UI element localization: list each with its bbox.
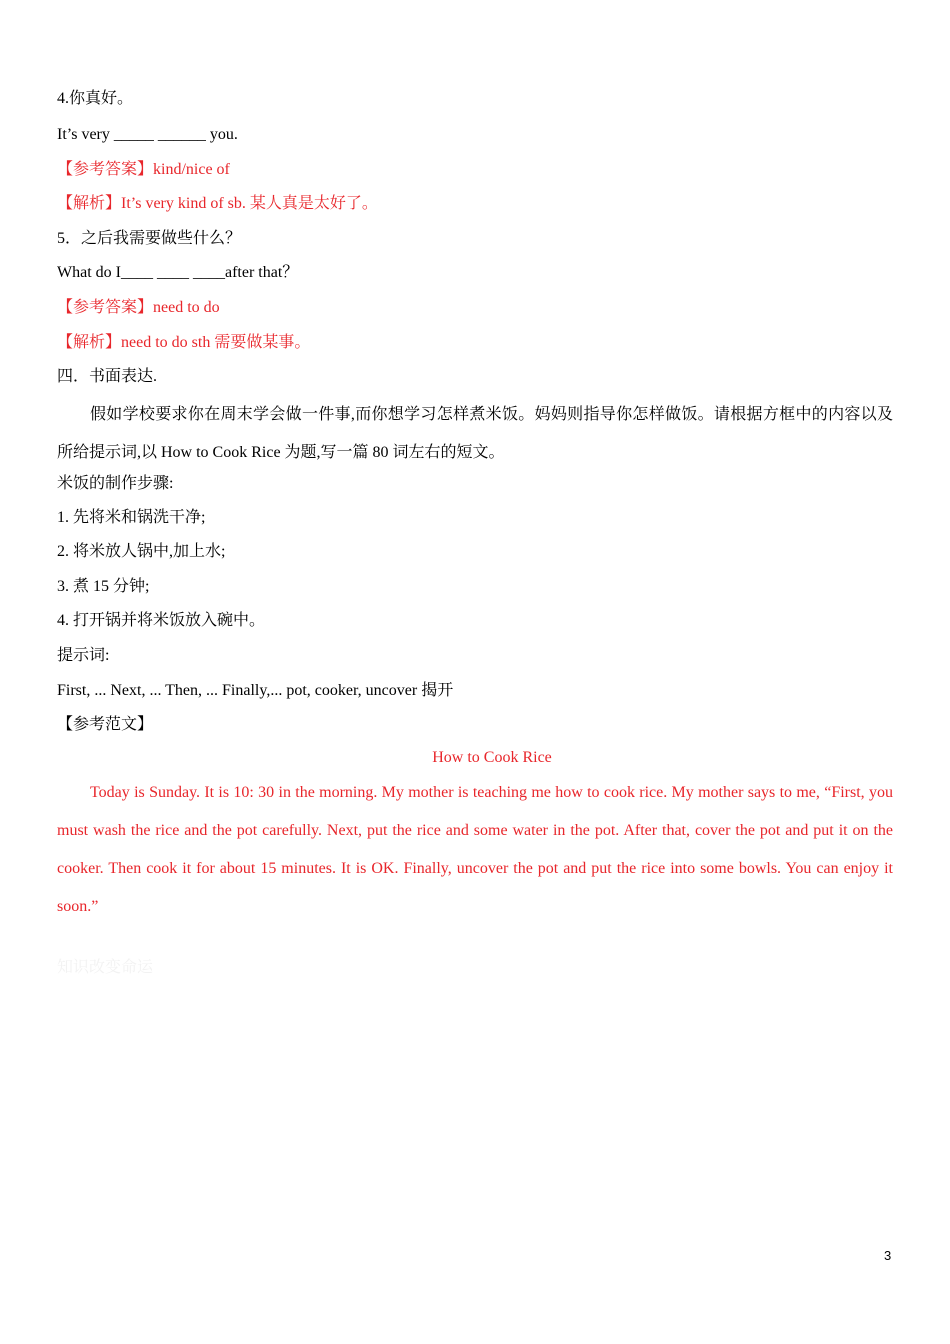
sample-label: 【参考范文】 (57, 716, 154, 733)
q4-answer: 【参考答案】kind/nice of (57, 161, 230, 178)
page-number: 3 (884, 1248, 892, 1263)
q5-prompt: 5．之后我需要做些什么？ (57, 230, 242, 247)
q4-prompt: 4.你真好。 (57, 90, 134, 107)
section-heading: 四．书面表达. (57, 368, 158, 385)
step-item: 1. 先将米和锅洗干净; (57, 509, 206, 526)
hints-text: First, ... Next, ... Then, ... Finally,... pot, cooker, uncover 揭开 (57, 682, 454, 699)
sample-title: How to Cook Rice (432, 749, 552, 766)
steps-title: 米饭的制作步骤: (57, 475, 174, 492)
watermark: 知识改变命运 (57, 959, 154, 976)
q5-sentence: What do I____ ____ ____after that？ (57, 264, 299, 281)
q4-sentence: It’s very _____ ______ you. (57, 126, 238, 143)
q5-analysis: 【解析】need to do sth 需要做某事。 (57, 334, 311, 351)
q4-analysis: 【解析】It’s very kind of sb. 某人真是太好了。 (57, 195, 378, 212)
step-item: 2. 将米放人锅中,加上水; (57, 543, 226, 560)
sample-essay: Today is Sunday. It is 10: 30 in the morning. My mother is teaching me how to cook rice. My mother says to me, “First, you must wash the rice and the pot carefully. Next, put the rice and some water in the pot. After that, cover the pot and put it on the cooker. Then cook it for about 15 minutes. It is OK. Finally, uncover the pot and put the rice into some bowls. You can enjoy it soon.” (57, 784, 893, 915)
q5-answer: 【参考答案】need to do (57, 299, 220, 316)
step-item: 4. 打开锅并将米饭放入碗中。 (57, 612, 266, 629)
hints-title: 提示词: (57, 647, 110, 664)
step-item: 3. 煮 15 分钟; (57, 578, 150, 595)
writing-task: 假如学校要求你在周末学会做一件事,而你想学习怎样煮米饭。妈妈则指导你怎样做饭。请根据方框中的内容以及所给提示词,以 How to Cook Rice 为题,写一篇 80 词左右的短文。 (57, 406, 893, 461)
